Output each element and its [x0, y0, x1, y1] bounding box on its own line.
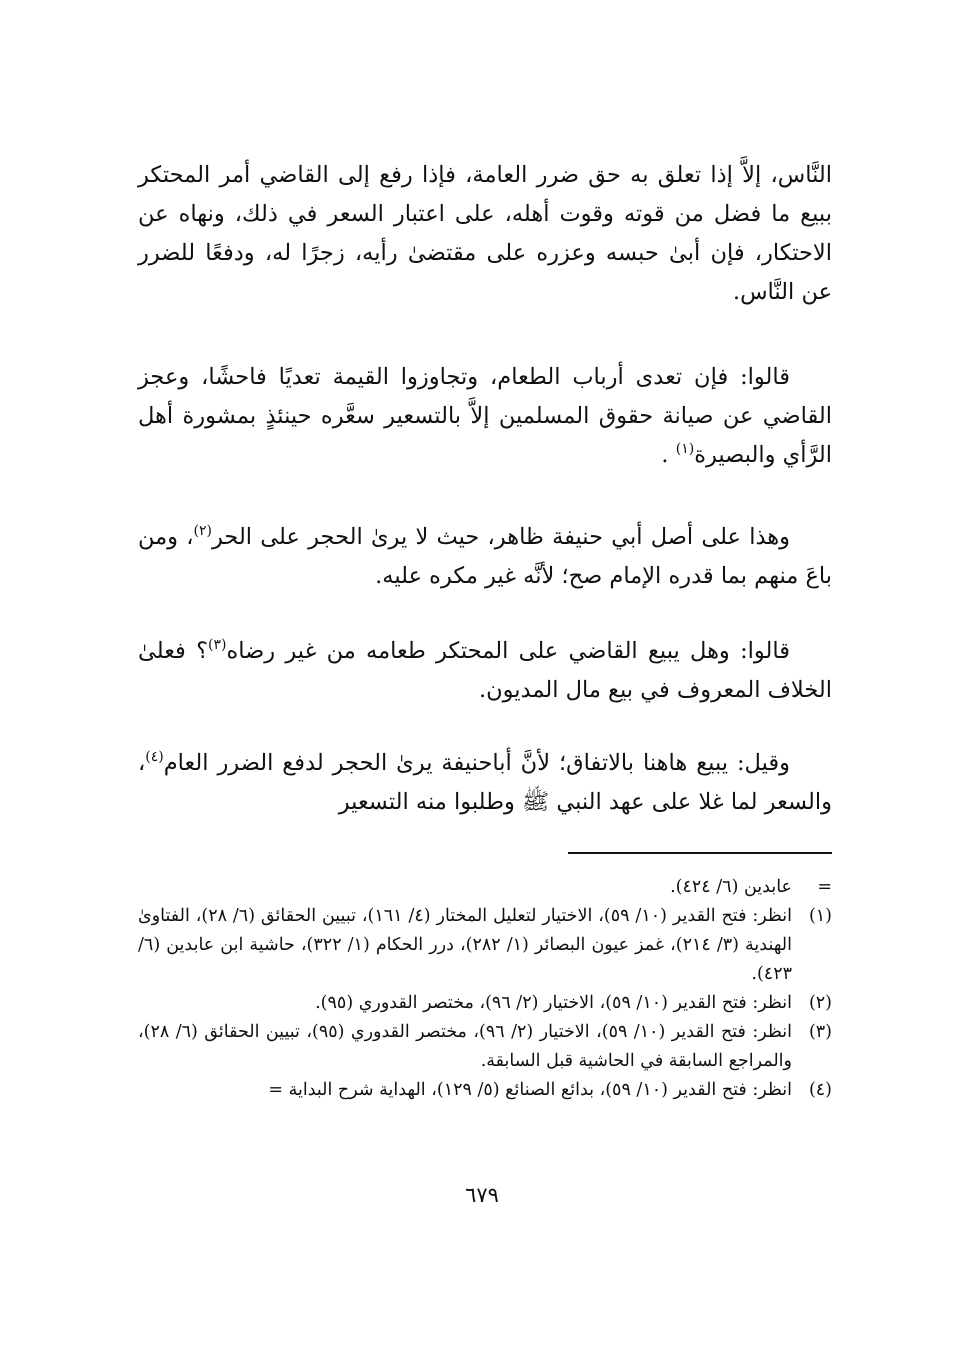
footnote-ref-1[interactable]: (١) [675, 441, 695, 457]
footnote-ref-4[interactable]: (٤) [145, 749, 164, 765]
footnote-mark: (١) [808, 906, 832, 926]
paragraph-5-text: وقيل: يبيع هاهنا بالاتفاق؛ لأنَّ أباحنيفة يرىٰ الحجر لدفع الضرر العام [163, 750, 790, 776]
paragraph-4-text: قالوا: وهل يبيع القاضي على المحتكر طعامه من غير رضاه [226, 638, 790, 664]
footnote-mark: (٣) [808, 1022, 832, 1042]
paragraph-4-wrap [138, 632, 832, 710]
footnote-4 [138, 1076, 832, 1105]
footnote-text: انظر: فتح القدير (١٠/ ٥٩)، بدائع الصنائع (٥/ ١٢٩)، الهداية شرح البداية = [268, 1080, 792, 1100]
page-number: ٦٧٩ [465, 1183, 499, 1207]
paragraph-4-end: ؟ فعلىٰ الخلاف المعروف في بيع مال المديون. [138, 638, 832, 703]
footnote-mark: = [817, 877, 832, 897]
footnote-ref-2[interactable]: (٢) [193, 523, 213, 539]
paragraph-1-text: النَّاس، إلاَّ إذا تعلق به حق ضرر العامة، فإذا رفع إلى القاضي أمر المحتكر ببيع ما فضل من قوته وقوت أهله، على اعتبار السعر في ذلك، ونهاه عن الاحتكار، فإن أبىٰ حبسه وعزره على مقتضىٰ رأيه، زجرًا له، ودفعًا للضرر عن النَّاس. [138, 162, 832, 305]
paragraph-5 [138, 744, 832, 822]
footnote-text: عابدين (٦/ ٤٢٤). [670, 877, 792, 897]
paragraph-3-text: وهذا على أصل أبي حنيفة ظاهر، حيث لا يرىٰ الحجر على الحر [212, 524, 790, 550]
footnotes [138, 873, 832, 1105]
footnote-separator [568, 852, 832, 854]
footnote-continuation [138, 873, 832, 902]
paragraph-5-end: ، والسعر لما غلا على عهد النبي ﷺ وطلبوا منه التسعير [138, 750, 832, 815]
paragraph-5-wrap [138, 744, 832, 822]
footnote-text: انظر: فتح القدير (١٠/ ٥٩)، الاختيار (٢/ ٩٦)، مختصر القدوري (٩٥)، تبيين الحقائق (٦/ ٢٨)، والمراجع السابقة في الحاشية قبل السابقة. [138, 1022, 792, 1071]
footnote-3 [138, 1018, 832, 1076]
footnote-mark: (٢) [808, 993, 832, 1013]
footnote-text: انظر: فتح القدير (١٠/ ٥٩)، الاختيار لتعليل المختار (٤/ ١٦١)، تبيين الحقائق (٦/ ٢٨)، الفتاوىٰ الهندية (٣/ ٢١٤)، غمز عيون البصائر (١/ ٢٨٢)، درر الحكام (١/ ٣٢٢)، حاشية ابن عابدين (٦/ ٤٢٣). [138, 906, 792, 984]
paragraph-1 [138, 156, 832, 312]
paragraph-3-wrap [138, 518, 832, 596]
paragraph-3 [138, 518, 832, 596]
paragraph-2-end: . [661, 442, 669, 468]
footnote-1 [138, 902, 832, 989]
footnote-text: انظر: فتح القدير (١٠/ ٥٩)، الاختيار (٢/ ٩٦)، مختصر القدوري (٩٥). [315, 993, 792, 1013]
paragraph-3-end: ، ومن باعَ منهم بما قدره الإمام صح؛ لأنَّه غير مكره عليه. [138, 524, 832, 589]
paragraph-4 [138, 632, 832, 710]
paragraph-2-wrap [138, 358, 832, 475]
footnote-mark: (٤) [808, 1080, 832, 1100]
footnote-2 [138, 989, 832, 1018]
paragraph-2 [138, 358, 832, 475]
footnote-ref-3[interactable]: (٣) [208, 637, 227, 653]
paragraph-2-text: قالوا: فإن تعدى أرباب الطعام، وتجاوزوا القيمة تعديًا فاحشًا، وعجز القاضي عن صيانة حقوق المسلمين إلاَّ بالتسعير سعَّره حينئذٍ بمشورة أهل الرَّأي والبصيرة [138, 364, 832, 468]
